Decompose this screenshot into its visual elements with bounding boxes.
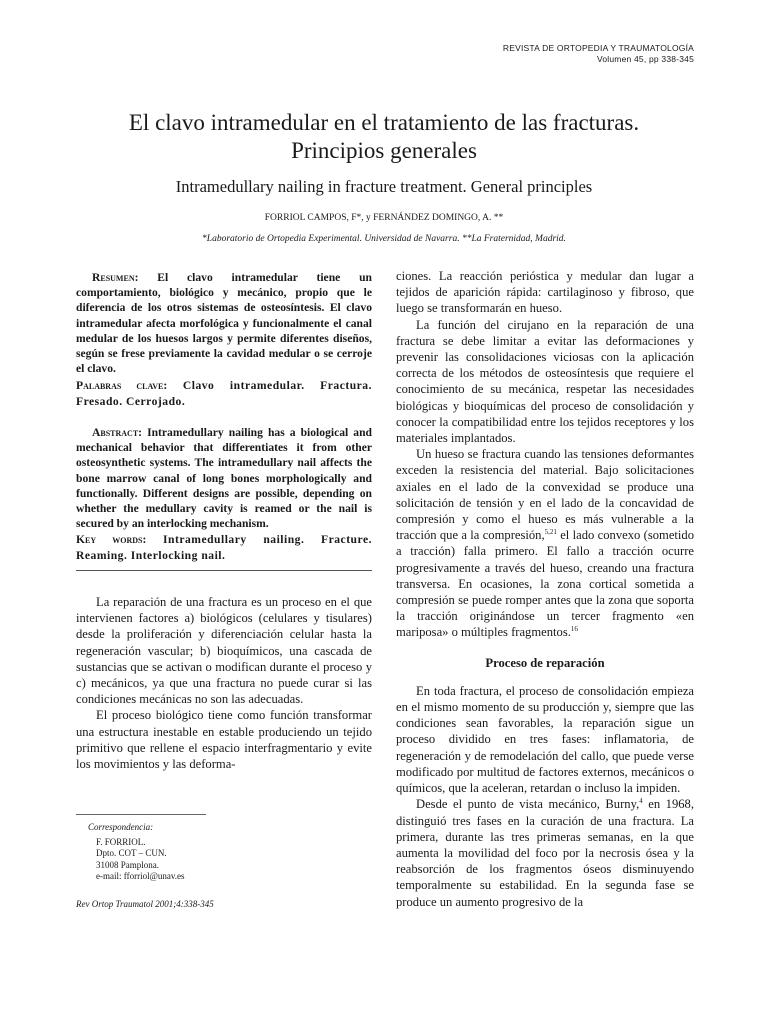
right-paragraph-1: ciones. La reacción perióstica y medular dan lugar a tejidos de aparición rápida: cartilaginoso y fibroso, que luego se transformarán en hueso.: [396, 269, 694, 316]
correspondence-dept: Dpto. COT – CUN.: [96, 848, 167, 858]
right-column: [396, 268, 694, 910]
p3-text-a: Un hueso se fractura cuando las tensiones deformantes exceden la resistencia del material. Bajo solicitaciones axiales en el lado de la convexidad se produce una solicitación de tensión y en el lado de la concavidad de compresión y como el hueso es más vulnerable a la tracción que a la compresión,: [396, 447, 694, 543]
resumen-text: El clavo intramedular tiene un comportamiento, biológico y mecánico, propio que le diferencia de los otros sistemas de osteosíntesis. El clavo intramedular afecta morfológica y funcionalmente el canal medular de los huesos largos y permite diferentes diseños, según se frese previamente la cavidad medular o se cerroje el clavo.: [76, 271, 372, 376]
p5-text-a: Desde el punto de vista mecánico, Burny,: [416, 797, 640, 812]
correspondence-divider: [76, 814, 206, 815]
journal-name: REVISTA DE ORTOPEDIA Y TRAUMATOLOGÍA: [502, 43, 694, 53]
left-body: [76, 594, 372, 772]
abstract-paragraph: [76, 425, 372, 531]
correspondence-label: Correspondencia:: [88, 822, 154, 832]
section-heading: Proceso de reparación: [485, 655, 605, 670]
key-words-text: Intramedullary nailing. Fracture. Reaming. Interlocking nail.: [76, 533, 372, 562]
p3-text-b: el lado convexo (sometido a tracción) falla primero. El fallo a tracción ocurre progresivamente a través del hueso, creando una fractura transversa. En ocasiones, la zona cortical sometida a compresión se puede romper antes que la zona que soporta la tracción originándose un tercer fragmento «en mariposa» o múltiples fragmentos.: [396, 528, 694, 640]
resumen-paragraph: [76, 270, 372, 376]
affiliation: *Laboratorio de Ortopedia Experimental. Universidad de Navarra. **La Fraternidad, Madrid.: [202, 234, 566, 244]
palabras-clave-label: Palabras clave:: [76, 379, 168, 393]
resumen-label: Resumen:: [92, 271, 139, 284]
journal-header: [503, 43, 694, 65]
right-paragraph-3: [396, 446, 694, 640]
palabras-clave-text: Clavo intramedular. Fractura. Fresado. Cerrojado.: [76, 379, 373, 408]
correspondence-email: e-mail: fforriol@unav.es: [96, 871, 185, 881]
correspondence-name: F. FORRIOL.: [96, 836, 146, 847]
key-words-label: Key words:: [76, 533, 147, 547]
english-title: Intramedullary nailing in fracture treatment. General principles: [175, 177, 593, 196]
abstract-divider: [76, 570, 372, 571]
title-line-1: El clavo intramedular en el tratamiento de las fracturas.: [128, 110, 640, 135]
correspondence-city: 31008 Pamplona.: [96, 859, 159, 870]
resumen-keywords: [76, 378, 372, 408]
right-paragraph-2: La función del cirujano en la reparación de una fractura se debe limitar a evitar las deformaciones y prevenir las consolidaciones viciosas con la aplicación correcta de los métodos de osteosíntesis que requiere el conocimiento de su mecánica, respetar las necesidades biológicas y bioquímicas del proceso de consolidación y conocer la compatibilidad entre los tejidos receptores y los materiales implantados.: [396, 317, 694, 446]
citation-ref-2: 16: [570, 625, 578, 634]
correspondence-address: [96, 837, 326, 883]
citation-ref-3: 4: [639, 797, 643, 806]
p5-text-b: en 1968, distinguió tres fases en la curación de una fractura. La primera, durante las tres primeras semanas, en la que aumenta la movilidad del foco por la necrosis ósea y la reabsorción de los fragmentos óseos disminuyendo temporalmente su estabilidad. En la segunda fase se produce un aumento progresivo de la: [396, 797, 694, 909]
abstract-keywords: [76, 532, 372, 562]
title-line-2: Principios generales: [291, 138, 477, 163]
resumen-block: [76, 270, 372, 409]
right-paragraph-4: En toda fractura, el proceso de consolidación empieza en el mismo momento de su producción y, siempre que las condiciones sean favorables, la reparación sigue un proceso dividido en tres fases: inflamatoria, de regeneración y de remodelación del callo, que puede verse modificado por multitud de factores externos, mecánicos o químicos, que la aceleran, retardan o incluso la impiden.: [396, 683, 694, 796]
abstract-block: [76, 425, 372, 563]
citation-ref: 5,21: [544, 528, 557, 537]
journal-volume: Volumen 45, pp 338-345: [596, 54, 694, 64]
correspondence: [76, 822, 326, 883]
right-paragraph-5: [396, 796, 694, 909]
article-title: [0, 109, 768, 165]
body-paragraph-2: El proceso biológico tiene como función transformar una estructura inestable en estable produciendo un tejido primitivo que rellene el espacio interfragmentario y evite los movimientos y las deforma-: [76, 708, 372, 772]
body-paragraph-1: La reparación de una fractura es un proceso en el que intervienen factores a) biológicos (celulares y tisulares) desde la proliferación y diferenciación celular hasta la regeneración vascular; b) bioquímicos, una cascada de sustancias que se activan o modifican durante el proceso y c) mecánicos, ya que una fractura no puede curar si las condiciones mecánicas no son las adecuadas.: [76, 595, 372, 707]
page-footer-citation: Rev Ortop Traumatol 2001;4:338-345: [76, 899, 214, 909]
authors: FORRIOL CAMPOS, F*, y FERNÁNDEZ DOMINGO, A. **: [264, 213, 504, 223]
abstract-text: Intramedullary nailing has a biological and mechanical behavior that differentiates it from other osteosynthetic systems. The intramedullary nail affects the bone marrow canal of long bones morphologically and functionally. Different designs are possible, depending on whether the medullary cavity is reamed or the nail is secured by an interlocking mechanism.: [76, 426, 372, 531]
abstract-label: Abstract:: [92, 426, 143, 439]
